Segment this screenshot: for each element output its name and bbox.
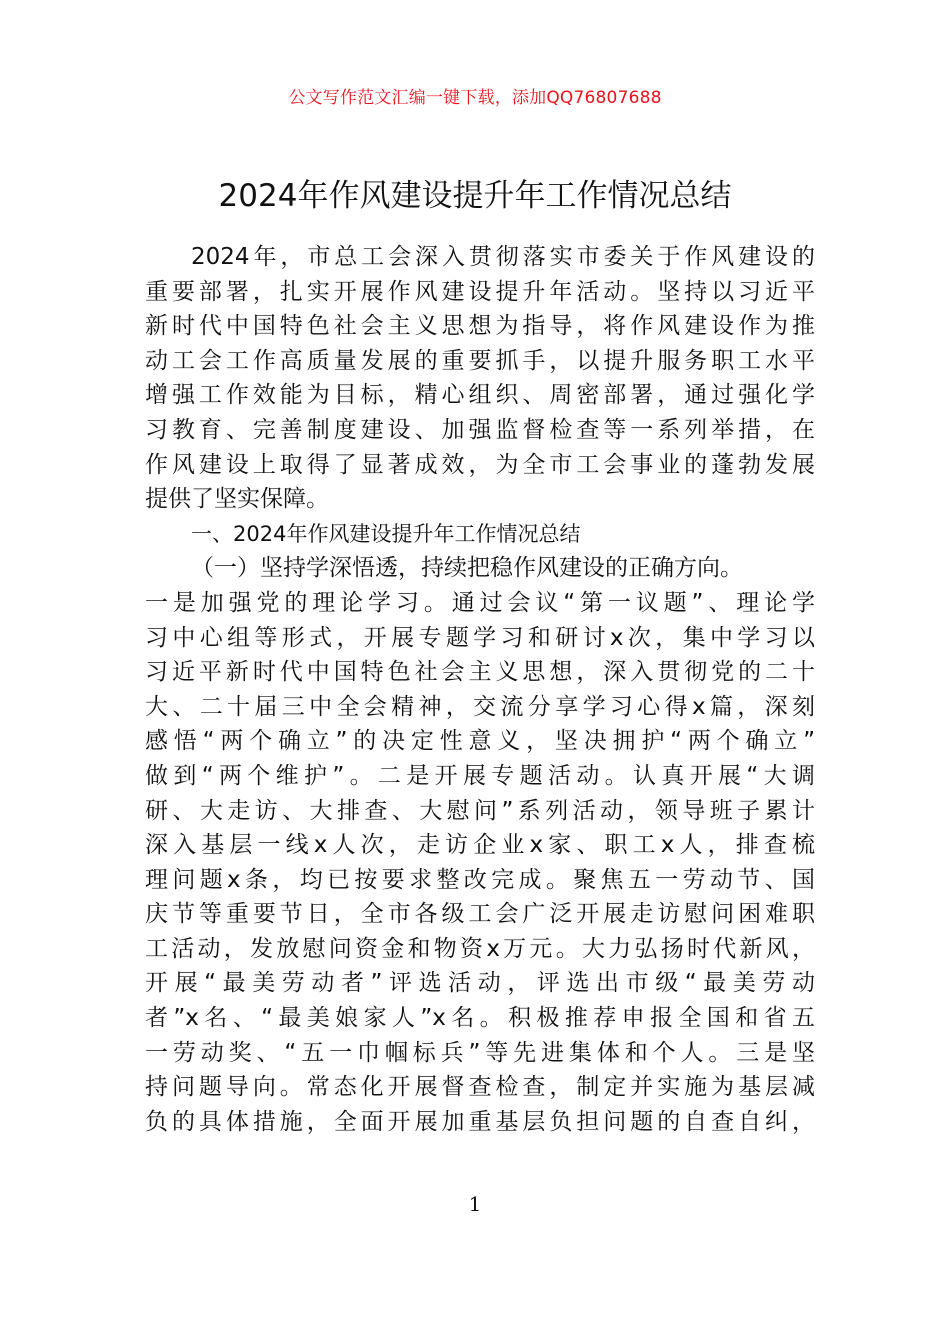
body-line: 提供了坚实保障。	[145, 486, 329, 513]
body-line: 2024年，市总工会深入贯彻落实市委关于作风建设的	[191, 244, 815, 270]
body-line: 感悟“两个确立”的决定性意义，坚决拥护“两个确立”	[145, 728, 815, 755]
body-line: 新时代中国特色社会主义思想为指导，将作风建设作为推	[145, 313, 815, 340]
body-line: 习中心组等形式，开展专题学习和研讨x次，集中学习以	[145, 624, 815, 651]
body-line: 大、二十届三中全会精神，交流分享学习心得x篇，深刻	[145, 693, 815, 720]
body-line: 增强工作效能为目标，精心组织、周密部署，通过强化学	[145, 382, 815, 409]
body-line: 庆节等重要节日，全市各级工会广泛开展走访慰问困难职	[145, 901, 815, 928]
body-line: 习教育、完善制度建设、加强监督检查等一系列举措，在	[145, 416, 815, 443]
body-line: 者”x名、“最美娘家人”x名。积极推荐申报全国和省五	[145, 1005, 815, 1032]
body-line: 研、大走访、大排查、大慰问”系列活动，领导班子累计	[145, 797, 815, 824]
body-line: 重要部署，扎实开展作风建设提升年活动。坚持以习近平	[145, 278, 815, 305]
body-line: 动工会工作高质量发展的重要抓手，以提升服务职工水平	[145, 347, 815, 374]
body-line: 理问题x条，均已按要求整改完成。聚焦五一劳动节、国	[145, 866, 815, 893]
body-line: 深入基层一线x人次，走访企业x家、职工x人，排查梳	[145, 832, 815, 859]
body-line: 习近平新时代中国特色社会主义思想，深入贯彻党的二十	[145, 659, 815, 686]
body-line: 做到“两个维护”。二是开展专题活动。认真开展“大调	[145, 762, 815, 789]
page-number: 1	[468, 1192, 482, 1216]
body-line: 一是加强党的理论学习。通过会议“第一议题”、理论学	[145, 589, 815, 616]
subsection-heading: （一）坚持学深悟透，持续把稳作风建设的正确方向。	[191, 555, 743, 582]
document-title: 2024年作风建设提升年工作情况总结	[218, 178, 732, 214]
body-line: 负的具体措施，全面开展加重基层负担问题的自查自纠，	[145, 1108, 815, 1135]
body-line: 工活动，发放慰问资金和物资x万元。大力弘扬时代新风，	[145, 935, 815, 962]
body-line: 作风建设上取得了显著成效，为全市工会事业的蓬勃发展	[145, 451, 815, 478]
body-line: 持问题导向。常态化开展督查检查，制定并实施为基层减	[145, 1074, 815, 1101]
section-heading: 一、2024年作风建设提升年工作情况总结	[191, 521, 581, 546]
document-body	[145, 240, 815, 1139]
body-line: 开展“最美劳动者”评选活动，评选出市级“最美劳动	[145, 970, 815, 997]
download-watermark: 公文写作范文汇编一键下载，添加QQ76807688	[288, 88, 662, 108]
body-line: 一劳动奖、“五一巾帼标兵”等先进集体和个人。三是坚	[145, 1039, 815, 1066]
